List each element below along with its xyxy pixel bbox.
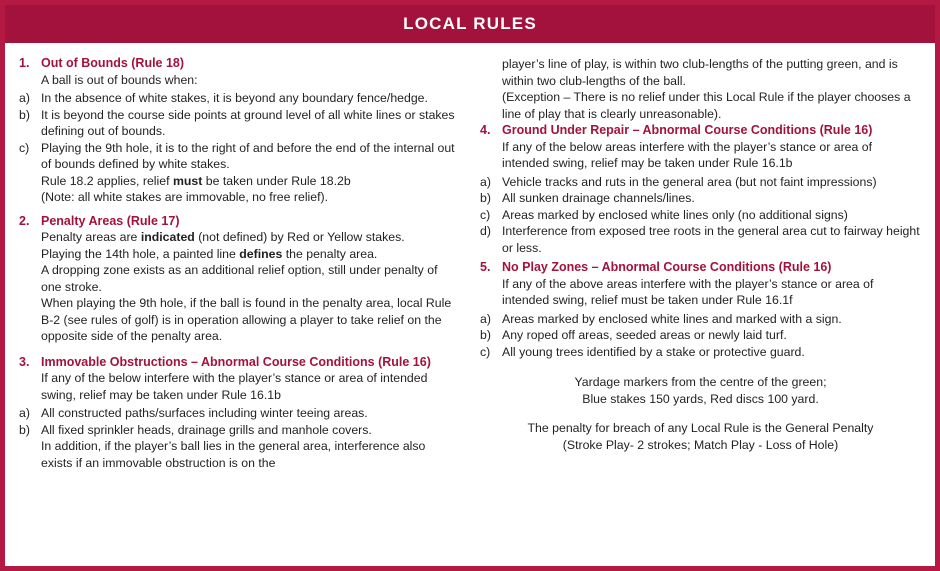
- penalty-note: [480, 420, 921, 453]
- section-title: No Play Zones – Abnormal Course Conditions (Rule 16): [502, 260, 832, 274]
- list-text: Interference from exposed tree roots in the general area cut to fairway height or less.: [502, 224, 920, 255]
- list-marker: b): [19, 422, 30, 437]
- list-text: All sunken drainage channels/lines.: [502, 191, 695, 205]
- list-item: [480, 311, 921, 328]
- continuation-line: player’s line of play, is within two club-lengths of the putting green, and is within two club-lengths of the ball.: [502, 57, 898, 88]
- list-text: Areas marked by enclosed white lines and marked with a sign.: [502, 311, 842, 326]
- section-paragraph: Penalty areas are indicated (not defined) by Red or Yellow stakes.: [41, 230, 405, 244]
- section-number: 2.: [19, 213, 30, 228]
- list-text: Any roped off areas, seeded areas or newly laid turf.: [502, 328, 787, 342]
- list-item: [480, 207, 921, 224]
- list-marker: a): [19, 406, 30, 420]
- list-text: All young trees identified by a stake or protective guard.: [502, 344, 805, 359]
- list-item: [480, 223, 921, 256]
- section-title: Out of Bounds (Rule 18): [41, 56, 185, 70]
- section-number: 1.: [19, 56, 30, 70]
- yardage-note-line: Blue stakes 150 yards, Red discs 100 yard.: [582, 391, 819, 406]
- section-paragraph: Playing the 14th hole, a painted line defines the penalty area.: [41, 246, 378, 261]
- list-marker: b): [480, 191, 491, 205]
- list-item: [19, 90, 460, 107]
- list-item: [480, 174, 921, 191]
- right-column: [480, 55, 921, 558]
- rules-content: [5, 43, 935, 566]
- page-title-text: LOCAL RULES: [403, 14, 537, 33]
- section-intro: A ball is out of bounds when:: [41, 72, 198, 87]
- list-text: It is beyond the course side points at ground level of all white lines or stakes defining out of bounds.: [41, 107, 455, 138]
- list-text: All fixed sprinkler heads, drainage grills and manhole covers.: [41, 422, 372, 437]
- section-title: Immovable Obstructions – Abnormal Course Conditions (Rule 16): [41, 354, 431, 369]
- section-number: 5.: [480, 260, 491, 274]
- section-title: Ground Under Repair – Abnormal Course Conditions (Rule 16): [502, 123, 873, 137]
- list-text: All constructed paths/surfaces including winter teeing areas.: [41, 406, 368, 420]
- rule-section-out-of-bounds: [19, 55, 460, 88]
- section-number: 3.: [19, 354, 30, 369]
- list-marker: d): [480, 224, 491, 238]
- list-item: [19, 405, 460, 422]
- penalty-note-line: (Stroke Play- 2 strokes; Match Play - Loss of Hole): [562, 437, 839, 452]
- yardage-note-line: Yardage markers from the centre of the green;: [574, 375, 827, 389]
- penalty-note-line: The penalty for breach of any Local Rule is the General Penalty: [527, 421, 874, 435]
- continuation-line: (Exception – There is no relief under this Local Rule if the player chooses a line of play that is clearly unreasonable).: [502, 90, 911, 121]
- yardage-note: [480, 374, 921, 407]
- rule-section-immovable-obstructions: [19, 354, 460, 404]
- list-item: [480, 190, 921, 207]
- section-trailing-line: (Note: all white stakes are immovable, no free relief).: [41, 190, 329, 204]
- section-body: [502, 259, 921, 309]
- section-intro: If any of the above areas interfere with the player’s stance or area of intended swing, relief must be taken under Rule 16.1f: [502, 276, 874, 307]
- list-text: Playing the 9th hole, it is to the right of and before the end of the internal out of bounds defined by white stakes.: [41, 140, 455, 171]
- list-marker: c): [480, 344, 491, 359]
- section-trailing-line: In addition, if the player’s ball lies in the general area, interference also exists if an immovable obstruction is on the: [41, 439, 426, 470]
- rule-section-ground-under-repair: [480, 122, 921, 172]
- list-text: Areas marked by enclosed white lines only (no additional signs): [502, 207, 848, 222]
- list-item: [19, 140, 460, 173]
- list-item: [480, 327, 921, 344]
- list-marker: b): [19, 107, 30, 122]
- page-title: [5, 5, 935, 43]
- list-marker: b): [480, 328, 491, 342]
- section-trailing-line: Rule 18.2 applies, relief must be taken under Rule 18.2b: [41, 173, 351, 188]
- list-item: [19, 422, 460, 439]
- section-paragraph: A dropping zone exists as an additional relief option, still under penalty of one stroke.: [41, 263, 438, 294]
- list-marker: c): [19, 140, 30, 155]
- section-body: [41, 55, 460, 88]
- left-column: [19, 55, 460, 558]
- list-text: In the absence of white stakes, it is beyond any boundary fence/hedge.: [41, 91, 428, 105]
- rule-section-no-play-zones: [480, 259, 921, 309]
- list-marker: a): [480, 174, 491, 189]
- list-item: [19, 107, 460, 140]
- section-body: [41, 354, 460, 404]
- section-number: 4.: [480, 123, 491, 137]
- list-marker: a): [19, 91, 30, 105]
- list-item: [480, 344, 921, 361]
- list-text: Vehicle tracks and ruts in the general area (but not faint impressions): [502, 174, 877, 189]
- list-marker: a): [480, 311, 491, 326]
- section-intro: If any of the below interfere with the player’s stance or area of intended swing, relief may be taken under Rule 16.1b: [41, 371, 428, 402]
- rule-section-penalty-areas: [19, 213, 460, 345]
- section-paragraph: When playing the 9th hole, if the ball is found in the penalty area, local Rule B-2 (see rules of golf) is in operation allowing a player to take relief on the opposite side of the penalty area.: [41, 296, 452, 343]
- list-marker: c): [480, 207, 491, 222]
- continuation-block: [480, 56, 921, 122]
- section-intro: If any of the below areas interfere with the player’s stance or area of intended swing, relief may be taken under Rule 16.1b: [502, 139, 873, 170]
- section-body: [502, 122, 921, 172]
- section-body: [41, 213, 460, 345]
- section-title: Penalty Areas (Rule 17): [41, 213, 180, 228]
